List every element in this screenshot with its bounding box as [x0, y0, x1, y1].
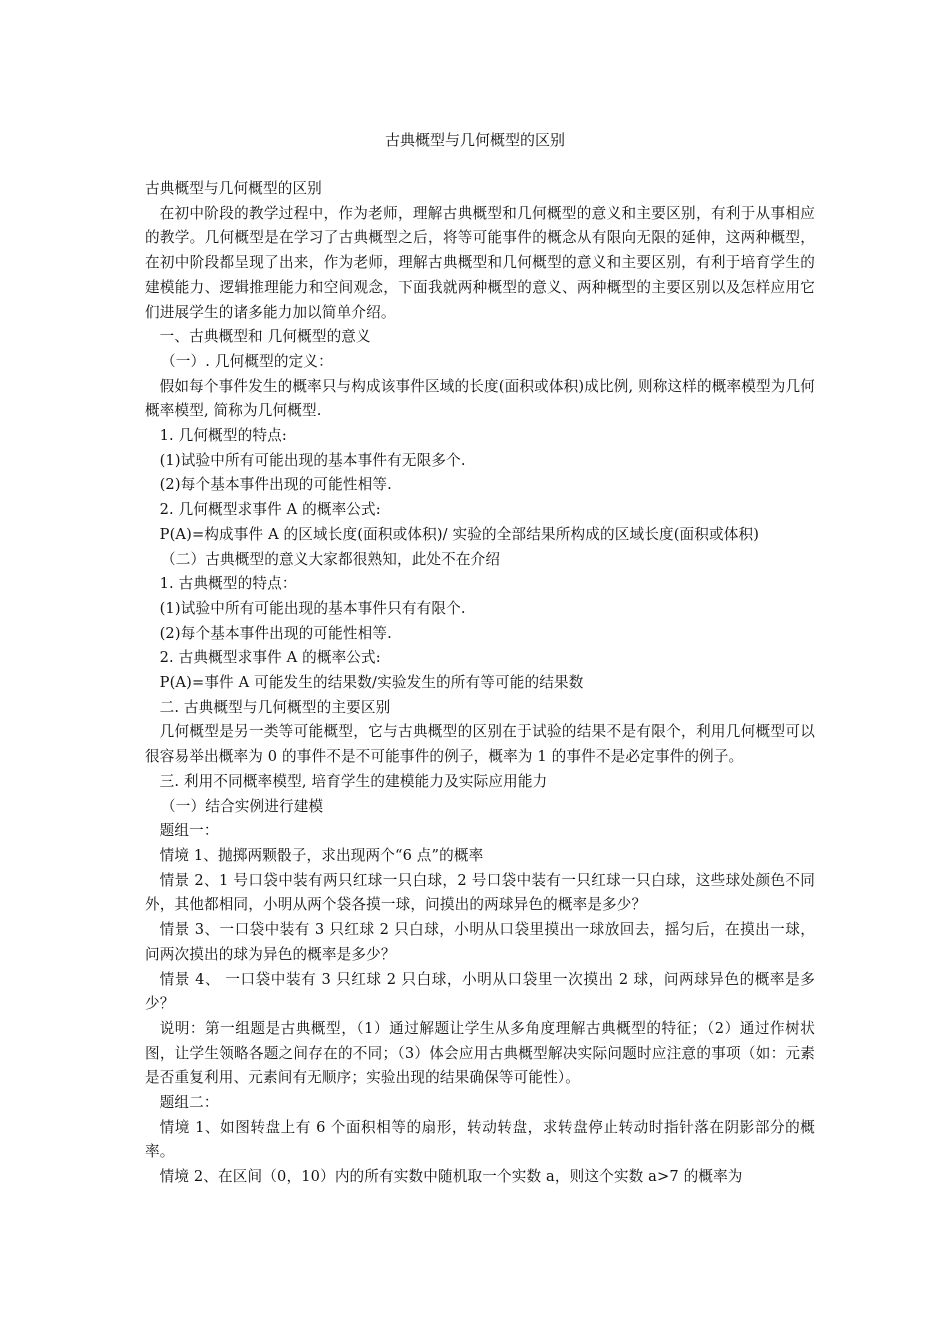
list-item: (1)试验中所有可能出现的基本事件有无限多个. — [159, 451, 466, 469]
formula-line: P(A)=构成事件 A 的区域长度(面积或体积)/ 实验的全部结果所构成的区域长度(面积或体积) — [159, 525, 760, 543]
list-item: (2)每个基本事件出现的可能性相等. — [159, 476, 392, 494]
section-heading: 三. 利用不同概率模型, 培育学生的建模能力及实际应用能力 — [159, 772, 548, 790]
document-title: 古典概型与几何概型的区别 — [384, 131, 565, 149]
document-body — [145, 177, 815, 1190]
list-heading: 2. 几何概型求事件 A 的概率公式: — [159, 501, 381, 519]
group-heading: 题组二： — [159, 1094, 219, 1112]
intro-paragraph: 在初中阶段的教学过程中，作为老师，理解古典概型和几何概型的意义和主要区别，有利于从事相应的教学。几何概型是在学习了古典概型之后，将等可能事件的概念从有限向无限的延伸，这两种概型，在初中阶段都呈现了出来，作为老师，理解古典概型和几何概型的意义和主要区别，有利于培育学生的建模能力、逻辑推理能力和空间观念，下面我就两种概型的意义、两种概型的主要区别以及怎样应用它们进展学生的诸多能力加以简单介绍。 — [145, 204, 815, 321]
scenario-paragraph: 情境 1、如图转盘上有 6 个面积相等的扇形，转动转盘，求转盘停止转动时指针落在阴影部分的概率。 — [145, 1118, 815, 1161]
list-item: (2)每个基本事件出现的可能性相等. — [159, 624, 392, 642]
section-heading: 二. 古典概型与几何概型的主要区别 — [159, 698, 391, 716]
list-heading: 2. 古典概型求事件 A 的概率公式: — [159, 649, 381, 667]
body-paragraph: 几何概型是另一类等可能概型，它与古典概型的区别在于试验的结果不是有限个，利用几何概型可以很容易举出概率为 0 的事件不是不可能事件的例子，概率为 1 的事件不是必定事件的例子。 — [145, 723, 815, 766]
list-heading: 1. 古典概型的特点： — [159, 575, 297, 593]
list-item: (1)试验中所有可能出现的基本事件只有有限个. — [159, 599, 466, 617]
definition-paragraph: 假如每个事件发生的概率只与构成该事件区域的长度(面积或体积)成比例, 则称这样的概率模型为几何概率模型, 简称为几何概型. — [145, 377, 815, 420]
scenario-paragraph: 情境 1、抛掷两颗骰子，求出现两个“6 点”的概率 — [159, 846, 484, 864]
subsection-heading: （一）. 几何概型的定义： — [161, 352, 333, 370]
subsection-heading: （二）古典概型的意义大家都很熟知，此处不在介绍 — [161, 550, 501, 568]
subsection-heading: （一）结合实例进行建模 — [161, 797, 324, 815]
scenario-paragraph: 情境 2、在区间（0，10）内的所有实数中随机取一个实数 a，则这个实数 a>7 的概率为 — [159, 1168, 743, 1186]
list-heading: 1. 几何概型的特点: — [159, 427, 287, 445]
group-heading: 题组一： — [159, 822, 219, 840]
note-paragraph: 说明：第一组题是古典概型，（1）通过解题让学生从多角度理解古典概型的特征；（2）通过作树状图，让学生领略各题之间存在的不同；（3）体会应用古典概型解决实际问题时应注意的事项（如：元素是否重复利用、元素间有无顺序；实验出现的结果确保等可能性）。 — [145, 1019, 815, 1087]
scenario-paragraph: 情景 3、一口袋中装有 3 只红球 2 只白球，小明从口袋里摸出一球放回去，摇匀后，在摸出一球，问两次摸出的球为异色的概率是多少？ — [145, 921, 815, 963]
scenario-paragraph: 情景 4、 一口袋中装有 3 只红球 2 只白球，小明从口袋里一次摸出 2 球，问两球异色的概率是多少？ — [145, 970, 815, 1013]
formula-line: P(A)=事件 A 可能发生的结果数/实验发生的所有等可能的结果数 — [159, 674, 584, 692]
section-heading: 古典概型与几何概型的区别 — [145, 180, 322, 197]
section-heading: 一、古典概型和 几何概型的意义 — [159, 328, 371, 346]
scenario-paragraph: 情景 2、1 号口袋中装有两只红球一只白球，2 号口袋中装有一只红球一只白球，这些球处颜色不同外，其他都相同，小明从两个袋各摸一球，问摸出的两球异色的概率是多少？ — [145, 871, 815, 914]
